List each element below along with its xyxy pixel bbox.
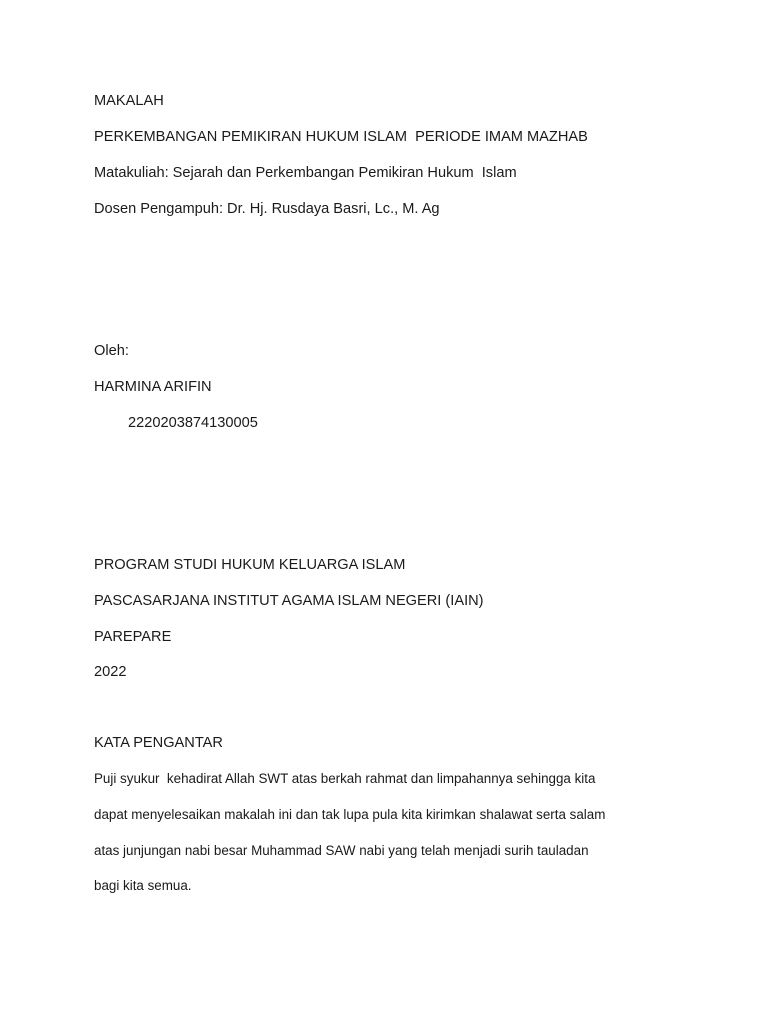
author-id: 2220203874130005 bbox=[128, 415, 258, 431]
paper-title: PERKEMBANGAN PEMIKIRAN HUKUM ISLAM PERIODE IMAM MAZHAB bbox=[94, 129, 588, 145]
year: 2022 bbox=[94, 664, 127, 680]
by-label: Oleh: bbox=[94, 343, 129, 359]
city-name: PAREPARE bbox=[94, 629, 172, 645]
doc-type-label: MAKALAH bbox=[94, 93, 164, 109]
lecturer-name: Dosen Pengampuh: Dr. Hj. Rusdaya Basri, Lc., M. Ag bbox=[94, 201, 440, 217]
foreword-line: Puji syukur kehadirat Allah SWT atas berkah rahmat dan limpahannya sehingga kita bbox=[94, 771, 596, 786]
author-name: HARMINA ARIFIN bbox=[94, 379, 212, 395]
study-program: PROGRAM STUDI HUKUM KELUARGA ISLAM bbox=[94, 557, 406, 573]
foreword-line: atas junjungan nabi besar Muhammad SAW nabi yang telah menjadi surih tauladan bbox=[94, 843, 589, 858]
institution-name: PASCASARJANA INSTITUT AGAMA ISLAM NEGERI (IAIN) bbox=[94, 593, 484, 609]
foreword-heading: KATA PENGANTAR bbox=[94, 735, 223, 751]
foreword-line: bagi kita semua. bbox=[94, 878, 192, 893]
course-name: Matakuliah: Sejarah dan Perkembangan Pemikiran Hukum Islam bbox=[94, 165, 517, 181]
foreword-line: dapat menyelesaikan makalah ini dan tak lupa pula kita kirimkan shalawat serta salam bbox=[94, 807, 606, 822]
